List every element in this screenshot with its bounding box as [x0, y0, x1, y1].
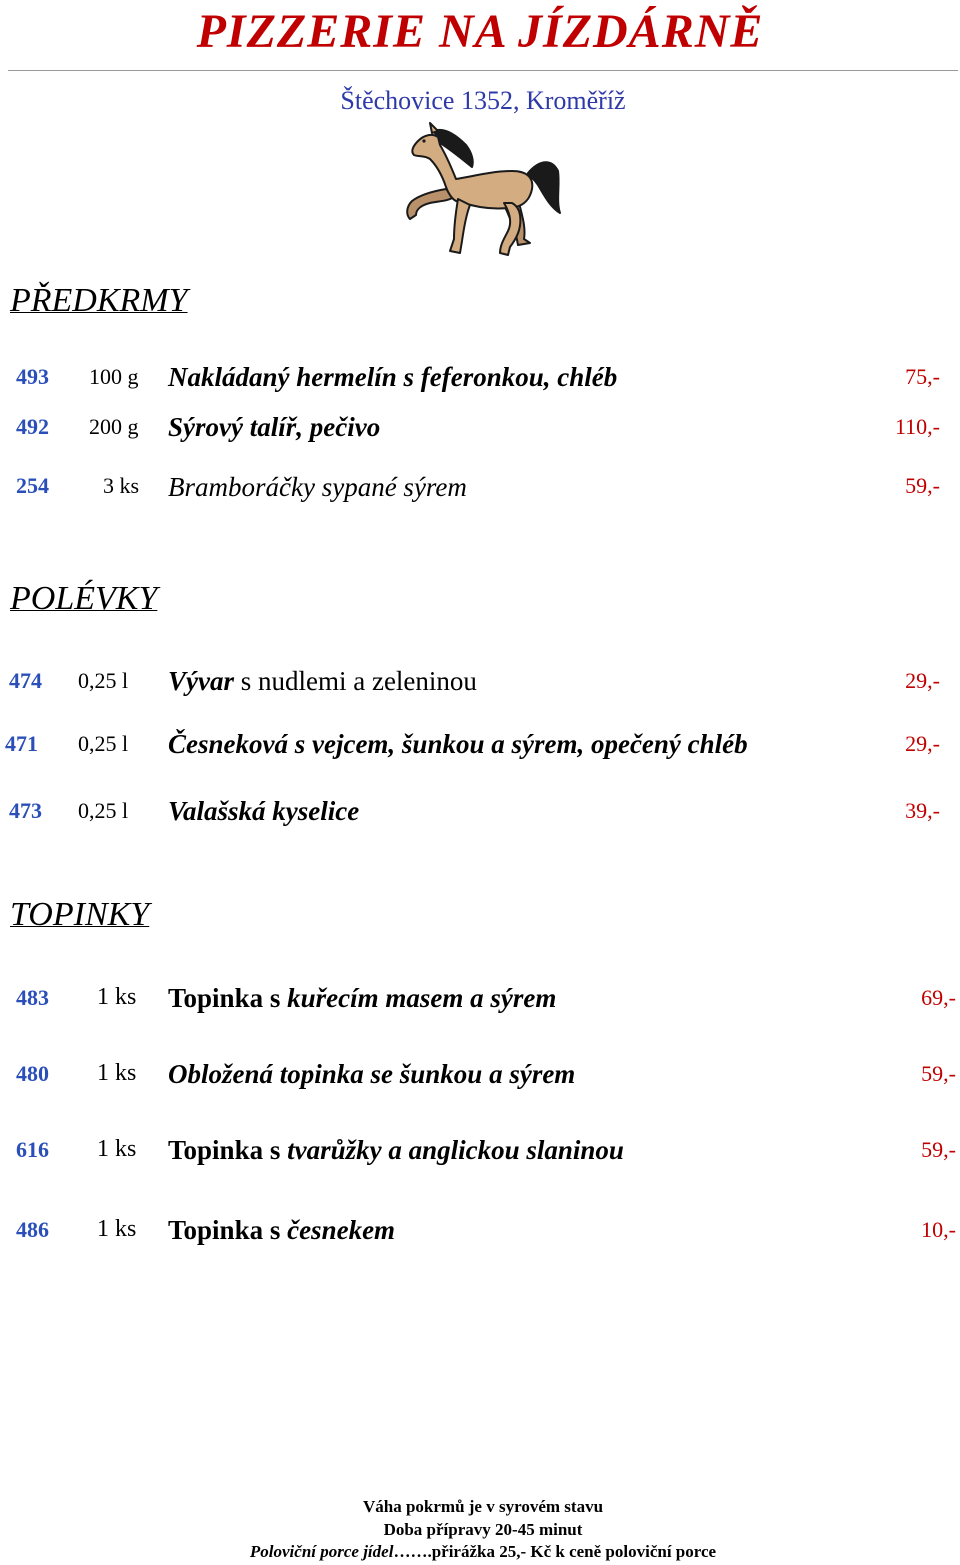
item-name: Valašská kyselice [168, 796, 360, 826]
item-code: 493 [16, 364, 49, 389]
item-quantity: 1 ks [97, 1216, 137, 1242]
section-heading: TOPINKY [10, 896, 150, 933]
item-quantity: 1 ks [97, 1136, 137, 1162]
footer-weight-note: Váha pokrmů je v syrovém stavu [362, 1497, 604, 1516]
item-price: 39,- [905, 798, 940, 823]
item-price: 59,- [921, 1061, 956, 1086]
header-divider [8, 70, 958, 71]
item-price: 29,- [905, 731, 940, 756]
item-price: 29,- [905, 668, 940, 693]
item-price: 10,- [921, 1217, 956, 1242]
item-quantity: 0,25 l [78, 798, 129, 823]
item-name-part: česnekem [287, 1215, 396, 1245]
item-name [168, 666, 477, 697]
section-heading: PŘEDKRMY [10, 282, 188, 319]
item-code: 254 [16, 473, 49, 498]
item-code: 480 [16, 1061, 49, 1086]
item-name [168, 1215, 395, 1246]
item-price: 59,- [921, 1137, 956, 1162]
item-name-part: s nudlemi a zeleninou [233, 666, 477, 696]
footer-prep-time: Doba přípravy 20-45 minut [383, 1520, 583, 1539]
restaurant-title: PIZZERIE NA JÍZDÁRNĚ [196, 5, 764, 58]
item-name-part: tvarůžky a anglickou slaninou [287, 1135, 624, 1165]
item-quantity: 0,25 l [78, 668, 129, 693]
item-code: 486 [16, 1217, 49, 1242]
footer-half-portion [0, 1542, 960, 1562]
item-name-part: Topinka s [168, 983, 288, 1013]
horse-icon [400, 115, 565, 265]
item-quantity: 0,25 l [78, 731, 129, 756]
item-name: Sýrový talíř, pečivo [168, 412, 381, 442]
item-code: 483 [16, 985, 49, 1010]
item-quantity: 3 ks [103, 473, 140, 498]
footer-half-portion-label: Poloviční porce jídel [249, 1542, 394, 1561]
item-code: 616 [16, 1137, 49, 1162]
item-name-part: kuřecím masem a sýrem [287, 983, 557, 1013]
item-code: 471 [5, 731, 38, 756]
item-price: 110,- [894, 414, 940, 439]
item-quantity: 1 ks [97, 984, 137, 1010]
item-code: 473 [9, 798, 42, 823]
item-name-part: Topinka s [168, 1135, 288, 1165]
item-quantity: 1 ks [97, 1060, 137, 1086]
item-price: 75,- [905, 364, 940, 389]
footer-half-portion-surcharge: …….přirážka 25,- Kč k ceně poloviční porce [393, 1542, 717, 1561]
item-name-part: Vývar [168, 666, 234, 696]
item-name: Obložená topinka se šunkou a sýrem [168, 1059, 576, 1089]
item-name-part: Topinka s [168, 1215, 288, 1245]
item-name: Česneková s vejcem, šunkou a sýrem, opečený chléb [168, 729, 748, 759]
section-heading: POLÉVKY [10, 580, 158, 617]
item-code: 492 [16, 414, 49, 439]
item-name [168, 1135, 624, 1166]
restaurant-address: Štěchovice 1352, Kroměříž [340, 86, 626, 115]
item-name: Bramboráčky sypané sýrem [168, 472, 467, 502]
item-price: 59,- [905, 473, 940, 498]
item-quantity: 200 g [89, 414, 139, 439]
item-name [168, 983, 556, 1014]
item-code: 474 [9, 668, 42, 693]
item-price: 69,- [921, 985, 956, 1010]
item-quantity: 100 g [89, 364, 139, 389]
item-name: Nakládaný hermelín s feferonkou, chléb [168, 362, 618, 392]
